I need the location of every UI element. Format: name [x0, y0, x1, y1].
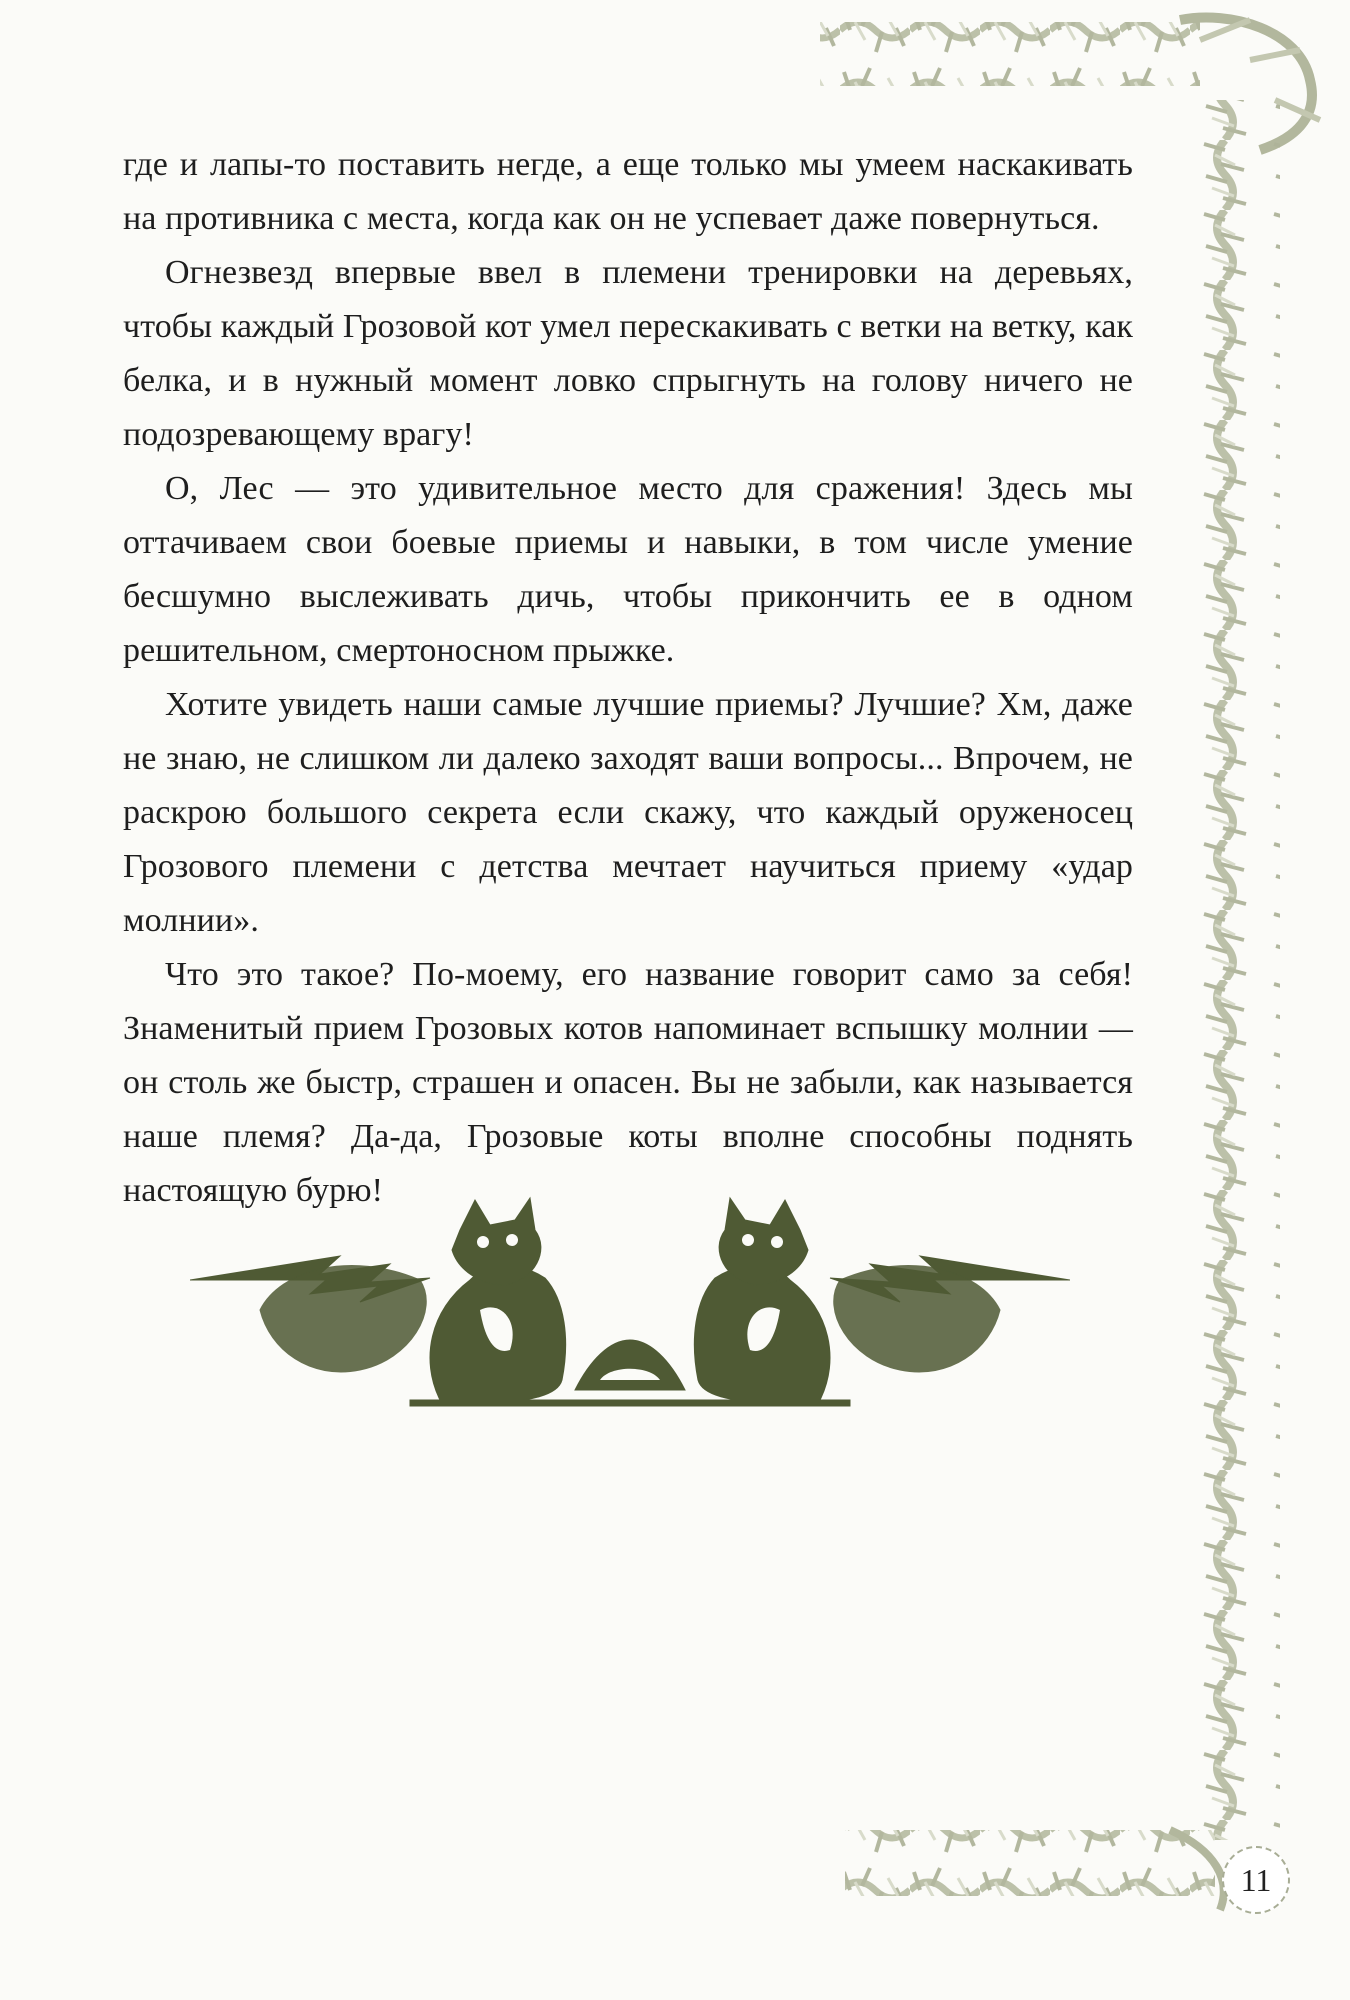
paragraph: Огнезвезд впервые ввел в племени тренировки на деревьях, чтобы каждый Грозовой кот умел перескакивать с ветки на ветку, как белка, и в нужный момент ловко спрыгнуть на голову ничего не подозревающему врагу! [123, 254, 1134, 453]
page-number: 11 [1222, 1846, 1290, 1914]
paragraph: Хотите увидеть наши самые лучшие приемы? Лучшие? Хм, даже не знаю, не слишком ли далеко заходят ваши вопросы... Впрочем, не раскрою большого секрета если скажу, что каждый оруженосец Грозового племени с детства мечтает научиться приему «удар молнии». [123, 686, 1133, 939]
two-cats-with-lightning-vignette-icon [190, 1190, 1070, 1410]
paragraph: Что это такое? По-моему, его название говорит само за себя! Знаменитый прием Грозовых котов напоминает вспышку молнии — он столь же быстр, страшен и опасен. Вы не забыли, как называется наше племя? Да-да, Грозовые коты вполне способны поднять настоящую бурю! [123, 956, 1133, 1209]
body-text [123, 138, 1133, 1218]
paragraph: О, Лес — это удивительное место для сражения! Здесь мы оттачиваем свои боевые приемы и навыки, в том числе умение бесшумно выслеживать дичь, чтобы прикончить ее в одном решительном, смертоносном прыжке. [123, 470, 1133, 669]
paragraph: где и лапы-то поставить негде, а еще только мы умеем наскакивать на противника с места, когда как он не успевает даже повернуться. [123, 146, 1133, 237]
